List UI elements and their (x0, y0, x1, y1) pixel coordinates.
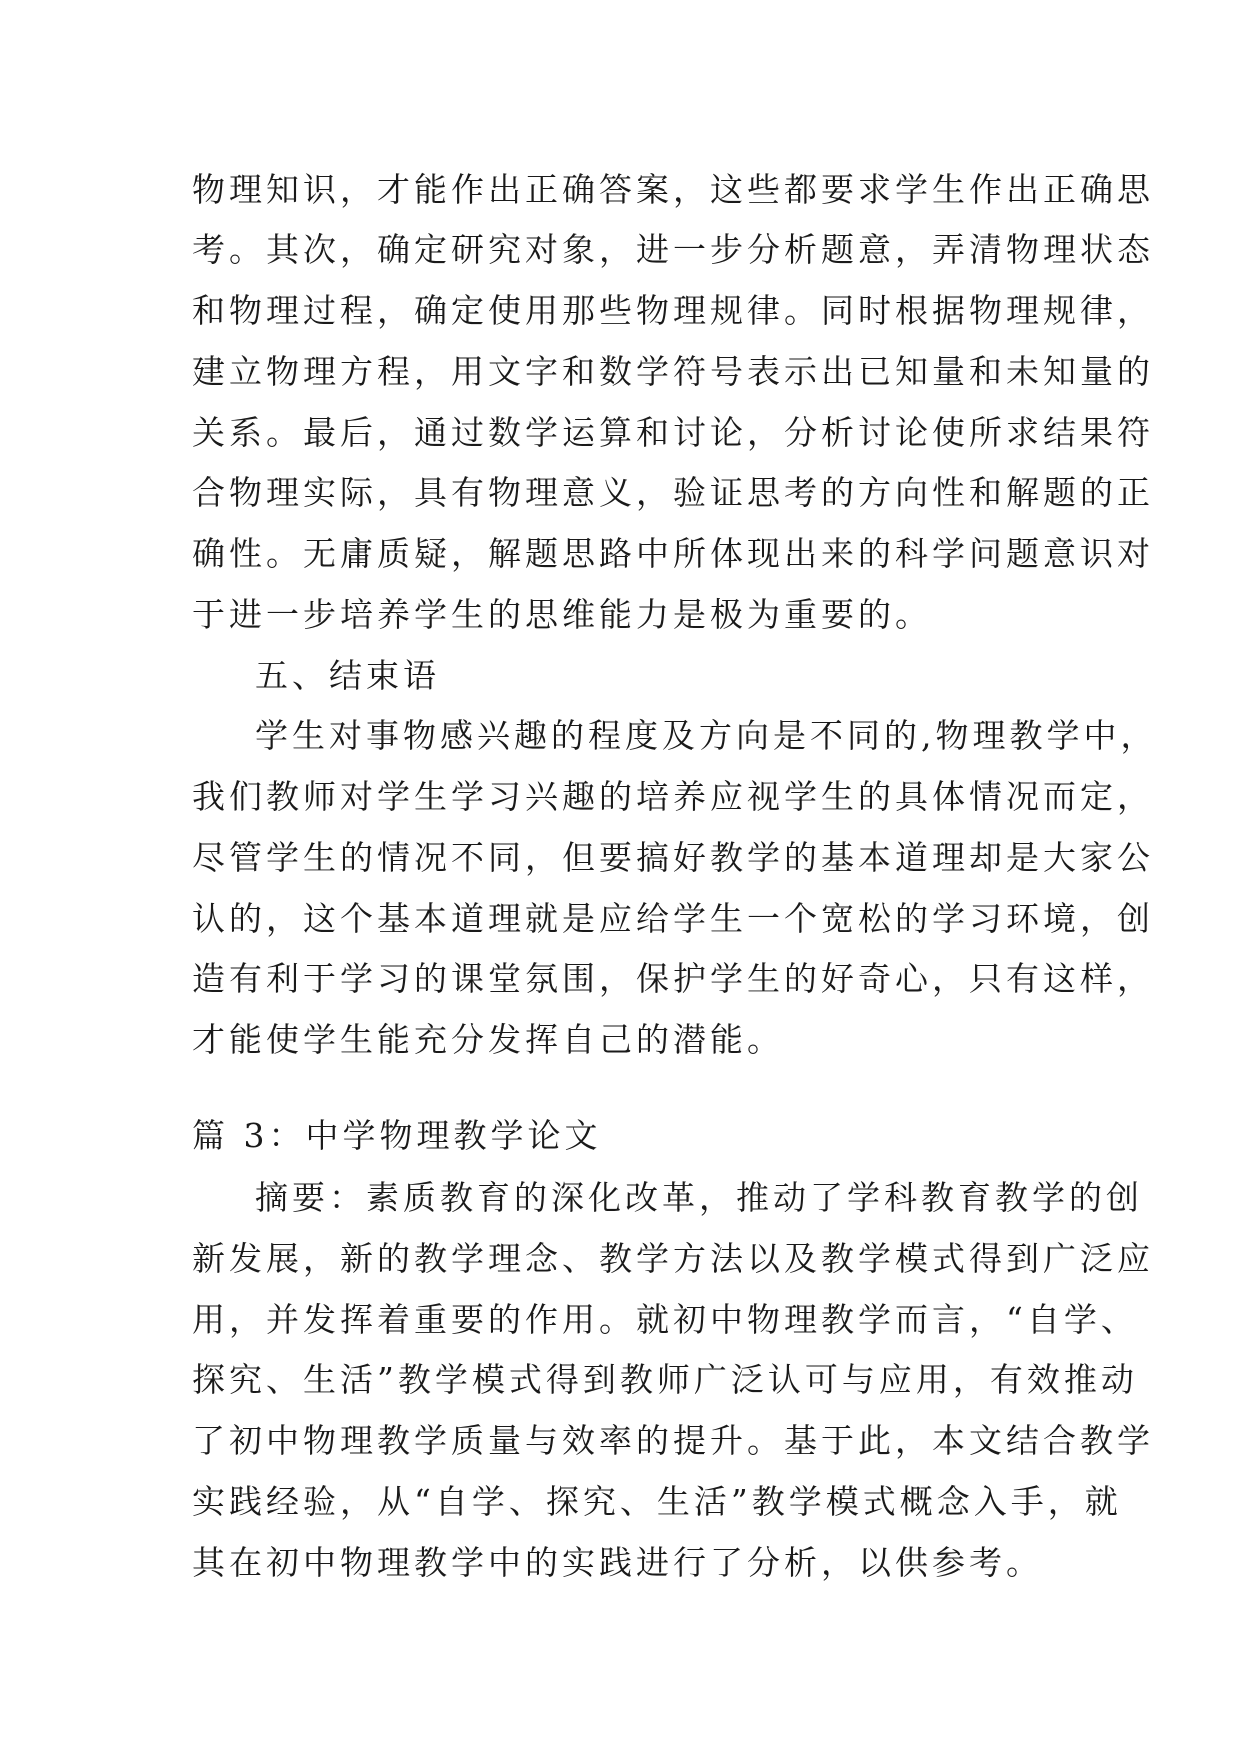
text-line: 探究、生活”教学模式得到教师广泛认可与应用，有效推动 (192, 1360, 1138, 1399)
text-line: 摘要：素质教育的深化改革，推动了学科教育教学的创 (255, 1178, 1143, 1217)
article-title: 篇 3：中学物理教学论文 (192, 1116, 602, 1155)
text-line: 了初中物理教学质量与效率的提升。基于此，本文结合教学 (192, 1421, 1154, 1460)
text-line: 我们教师对学生学习兴趣的培养应视学生的具体情况而定， (192, 777, 1154, 816)
text-line: 考。其次，确定研究对象，进一步分析题意，弄清物理状态 (192, 230, 1154, 269)
section-heading-conclusion: 五、结束语 (255, 656, 440, 695)
text-line: 才能使学生能充分发挥自己的潜能。 (192, 1020, 784, 1059)
text-line: 用，并发挥着重要的作用。就初中物理教学而言，“自学、 (192, 1300, 1138, 1339)
text-line: 关系。最后，通过数学运算和讨论，分析讨论使所求结果符 (192, 413, 1154, 452)
text-line: 实践经验，从“自学、探究、生活”教学模式概念入手，就 (192, 1482, 1122, 1521)
text-line: 建立物理方程，用文字和数学符号表示出已知量和未知量的 (192, 352, 1154, 391)
text-line: 合物理实际，具有物理意义，验证思考的方向性和解题的正 (192, 473, 1154, 512)
text-line: 于进一步培养学生的思维能力是极为重要的。 (192, 595, 932, 634)
text-line: 造有利于学习的课堂氛围，保护学生的好奇心，只有这样， (192, 959, 1154, 998)
text-line: 新发展，新的教学理念、教学方法以及教学模式得到广泛应 (192, 1239, 1154, 1278)
text-line: 学生对事物感兴趣的程度及方向是不同的,物理教学中， (255, 716, 1158, 755)
text-line: 物理知识，才能作出正确答案，这些都要求学生作出正确思 (192, 170, 1154, 209)
text-line: 确性。无庸质疑，解题思路中所体现出来的科学问题意识对 (192, 534, 1154, 573)
text-line: 认的，这个基本道理就是应给学生一个宽松的学习环境，创 (192, 899, 1154, 938)
text-line: 尽管学生的情况不同，但要搞好教学的基本道理却是大家公 (192, 838, 1154, 877)
text-line: 其在初中物理教学中的实践进行了分析，以供参考。 (192, 1543, 1043, 1582)
text-line: 和物理过程，确定使用那些物理规律。同时根据物理规律， (192, 291, 1154, 330)
